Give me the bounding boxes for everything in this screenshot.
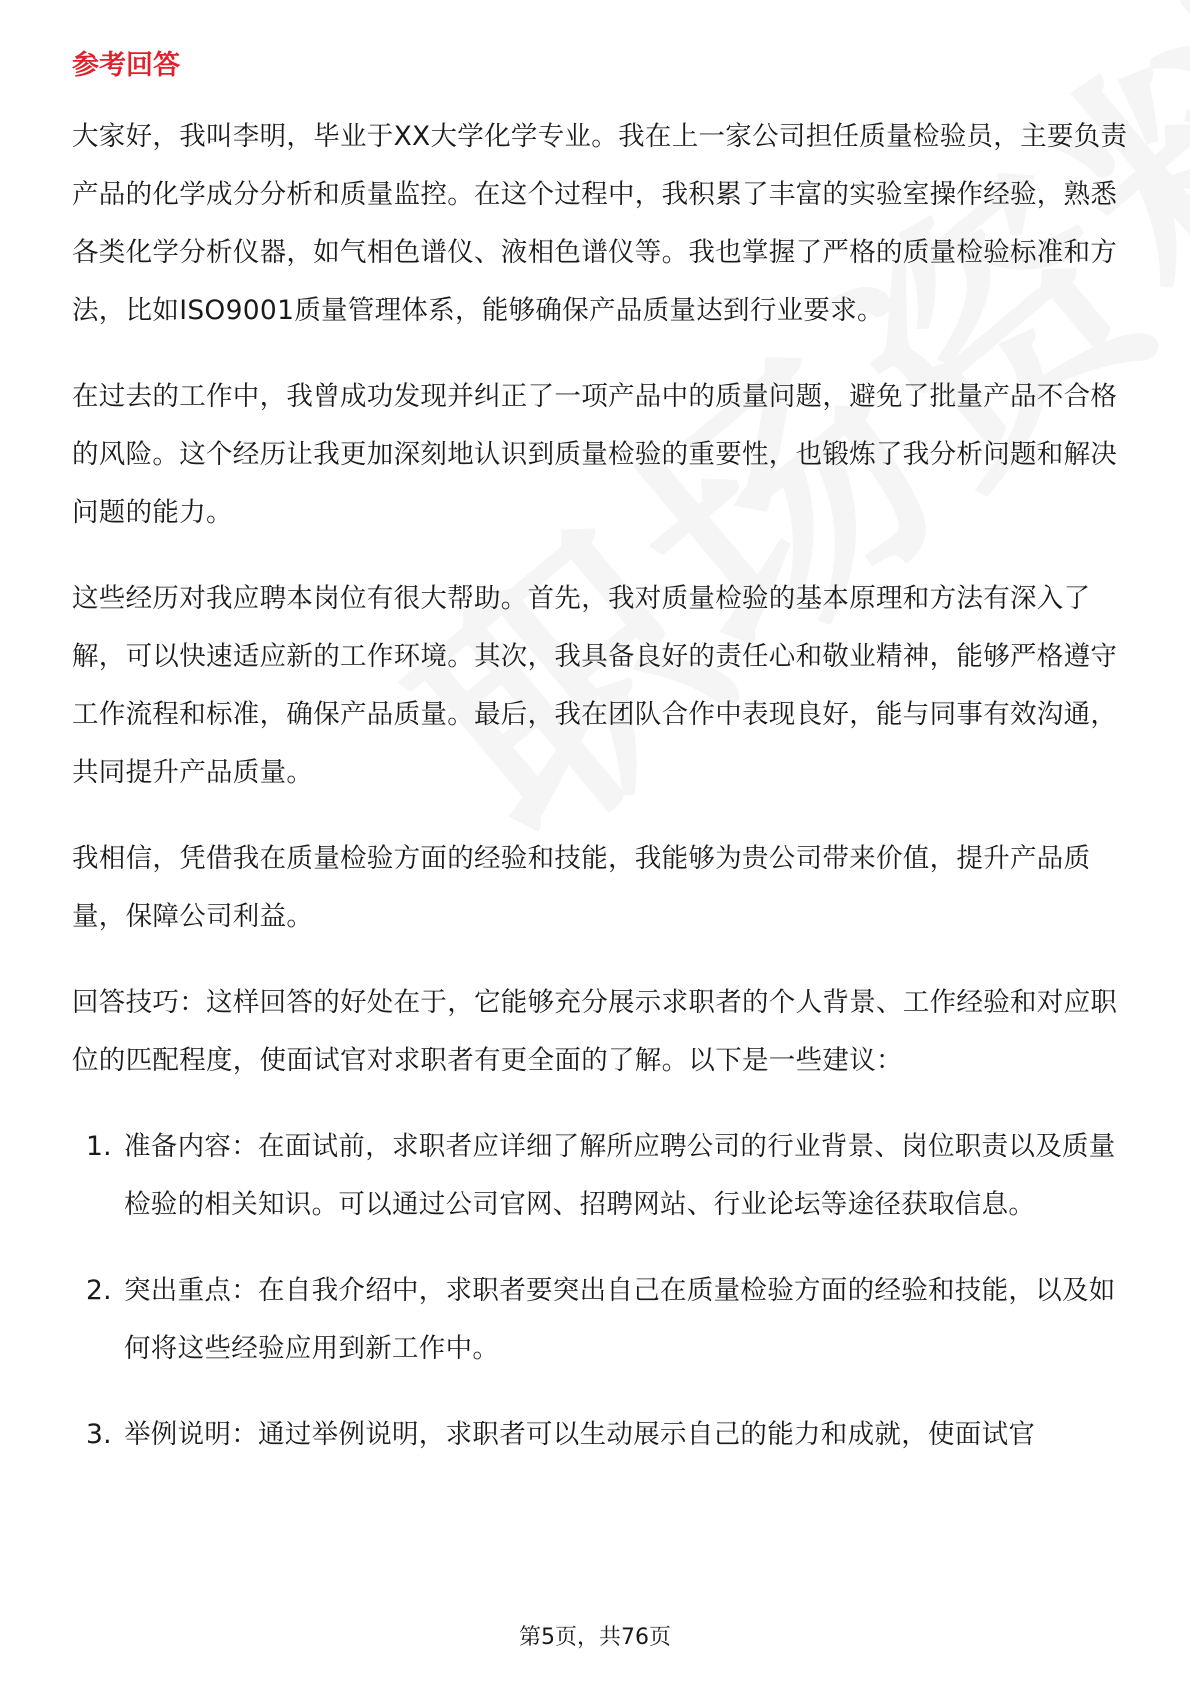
section-heading: 参考回答 [72,50,180,81]
list-item [72,1406,1132,1464]
paragraph-conclusion: 我相信，凭借我在质量检验方面的经验和技能，我能够为贵公司带来价值，提升产品质量，保障公司利益。 [72,843,1091,932]
list-item-text: 突出重点：在自我介绍中，求职者要突出自己在质量检验方面的经验和技能，以及如何将这些经验应用到新工作中。 [124,1275,1116,1364]
list-number: 1. [86,1131,112,1162]
paragraph-intro: 大家好，我叫李明，毕业于XX大学化学专业。我在上一家公司担任质量检验员，主要负责产品的化学成分分析和质量监控。在这个过程中，我积累了丰富的实验室操作经验，熟悉各类化学分析仪器，如气相色谱仪、液相色谱仪等。我也掌握了严格的质量检验标准和方法，比如ISO9001质量管理体系，能够确保产品质量达到行业要求。 [72,121,1128,326]
paragraph-tips: 回答技巧：这样回答的好处在于，它能够充分展示求职者的个人背景、工作经验和对应职位的匹配程度，使面试官对求职者有更全面的了解。以下是一些建议： [72,987,1118,1076]
paragraph-experience: 在过去的工作中，我曾成功发现并纠正了一项产品中的质量问题，避免了批量产品不合格的风险。这个经历让我更加深刻地认识到质量检验的重要性，也锻炼了我分析问题和解决问题的能力。 [72,381,1118,528]
list-number: 2. [86,1275,112,1306]
list-item [72,1262,1132,1378]
list-number: 3. [86,1419,112,1450]
list-item-text: 举例说明：通过举例说明，求职者可以生动展示自己的能力和成就，使面试官 [124,1419,1036,1450]
page-footer: 第5页，共76页 [519,1625,671,1650]
paragraph-help: 这些经历对我应聘本岗位有很大帮助。首先，我对质量检验的基本原理和方法有深入了解，可以快速适应新的工作环境。其次，我具备良好的责任心和敬业精神，能够严格遵守工作流程和标准，确保产品质量。最后，我在团队合作中表现良好，能与同事有效沟通，共同提升产品质量。 [72,583,1118,788]
tips-list [72,1118,1132,1464]
list-item-text: 准备内容：在面试前，求职者应详细了解所应聘公司的行业背景、岗位职责以及质量检验的相关知识。可以通过公司官网、招聘网站、行业论坛等途径获取信息。 [124,1131,1116,1220]
list-item [72,1118,1132,1234]
document-page [72,42,1132,1492]
